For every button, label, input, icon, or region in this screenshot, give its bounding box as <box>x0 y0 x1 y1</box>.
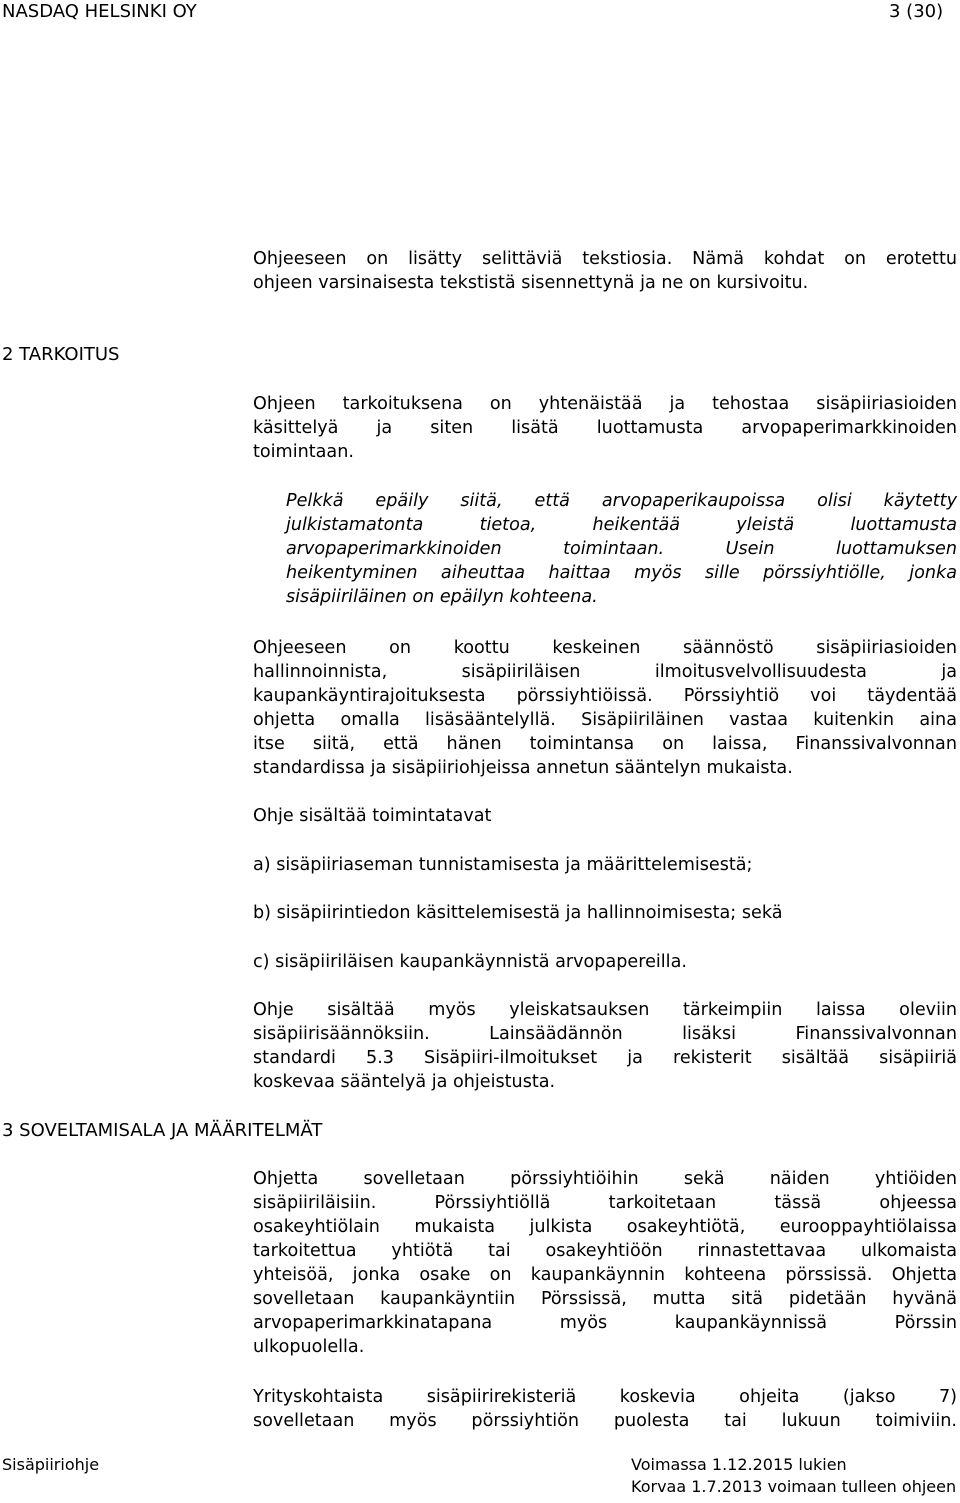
text-line: Ohje sisältää myös yleiskatsauksen tärkeimpiin laissa oleviin <box>253 1000 957 1020</box>
text-line: ohjeen varsinaisesta tekstistä sisennettynä ja ne on kursivoitu. <box>253 273 809 293</box>
list-item: c) sisäpiiriläisen kaupankäynnistä arvopapereilla. <box>253 952 687 972</box>
text-line: ulkopuolella. <box>253 1337 365 1357</box>
footer-title: Sisäpiiriohje <box>2 1455 100 1474</box>
list-item: a) sisäpiiriaseman tunnistamisesta ja määrittelemisestä; <box>253 855 753 875</box>
section-heading-3: 3 SOVELTAMISALA JA MÄÄRITELMÄT <box>2 1120 323 1141</box>
text-line: ohjetta omalla lisäsääntelyllä. Sisäpiiriläinen vastaa kuitenkin aina <box>253 710 957 730</box>
text-line: standardissa ja sisäpiiriohjeissa annetun sääntelyn mukaista. <box>253 758 793 778</box>
text-line: tarkoitettua yhtiötä tai osakeyhtiöön rinnastettavaa ulkomaista <box>253 1241 957 1261</box>
explanatory-note <box>286 489 957 609</box>
text-line: yhteisöä, jonka osake on kaupankäynnin kohteena pörssissä. Ohjetta <box>253 1265 957 1285</box>
text-line: koskevaa sääntelyä ja ohjeistusta. <box>253 1072 556 1092</box>
register-paragraph <box>253 1385 957 1433</box>
text-line: sisäpiiriläisiin. Pörssiyhtiöllä tarkoitetaan tässä ohjeessa <box>253 1193 957 1213</box>
text-line: arvopaperimarkkinoiden toimintaan. Usein luottamuksen <box>286 539 957 559</box>
intro-paragraph <box>253 247 957 295</box>
text-line: Ohjetta sovelletaan pörssiyhtiöihin sekä näiden yhtiöiden <box>253 1169 957 1189</box>
text-line: sovelletaan myös pörssiyhtiön puolesta tai lukuun toimiviin. <box>253 1411 957 1431</box>
text-line: standardi 5.3 Sisäpiiri-ilmoitukset ja rekisterit sisältää sisäpiiriä <box>253 1048 957 1068</box>
text-line: Ohjeeseen on lisätty selittäviä tekstiosia. Nämä kohdat on erotettu <box>253 249 957 269</box>
list-item: b) sisäpiirintiedon käsittelemisestä ja hallinnoimisesta; sekä <box>253 903 783 923</box>
text-line: sisäpiiriläinen on epäilyn kohteena. <box>286 587 598 607</box>
text-line: käsittelyä ja siten lisätä luottamusta arvopaperimarkkinoiden <box>253 418 957 438</box>
text-line: arvopaperimarkkinatapana myös kaupankäynnissä Pörssin <box>253 1313 957 1333</box>
regulation-paragraph <box>253 636 957 780</box>
section-heading-2: 2 TARKOITUS <box>2 344 120 365</box>
scope-paragraph <box>253 1167 957 1359</box>
text-line: kaupankäyntirajoituksesta pörssiyhtiöissä. Pörssiyhtiö voi täydentää <box>253 686 957 706</box>
header-company: NASDAQ HELSINKI OY <box>2 1 197 22</box>
text-line: osakeyhtiölain mukaista julkista osakeyhtiötä, eurooppayhtiölaissa <box>253 1217 957 1237</box>
text-line: Ohjeeseen on koottu keskeinen säännöstö sisäpiiriasioiden <box>253 638 957 658</box>
footer-replaces: Korvaa 1.7.2013 voimaan tulleen ohjeen <box>631 1477 957 1496</box>
text-line: sisäpiirisäännöksiin. Lainsäädännön lisäksi Finanssivalvonnan <box>253 1024 957 1044</box>
text-line: toimintaan. <box>253 442 354 462</box>
text-line: sovelletaan kaupankäyntiin Pörssissä, mutta sitä pidetään hyvänä <box>253 1289 957 1309</box>
text-line: hallinnoinnista, sisäpiiriläisen ilmoitusvelvollisuudesta ja <box>253 662 957 682</box>
text-line: julkistamatonta tietoa, heikentää yleistä luottamusta <box>286 515 957 535</box>
text-line: itse siitä, että hänen toimintansa on laissa, Finanssivalvonnan <box>253 734 957 754</box>
footer-valid-date: Voimassa 1.12.2015 lukien <box>631 1455 847 1474</box>
purpose-paragraph <box>253 392 957 464</box>
list-intro: Ohje sisältää toimintatavat <box>253 806 492 826</box>
text-line: Pelkkä epäily siitä, että arvopaperikaupoissa olisi käytetty <box>286 491 957 511</box>
text-line: Yrityskohtaista sisäpiirirekisteriä koskevia ohjeita (jakso 7) <box>253 1387 957 1407</box>
text-line: heikentyminen aiheuttaa haittaa myös sille pörssiyhtiölle, jonka <box>286 563 957 583</box>
footer-validity <box>631 1454 956 1498</box>
text-line: Ohjeen tarkoituksena on yhtenäistää ja tehostaa sisäpiiriasioiden <box>253 394 957 414</box>
page-number: 3 (30) <box>889 1 944 22</box>
overview-paragraph <box>253 998 957 1094</box>
